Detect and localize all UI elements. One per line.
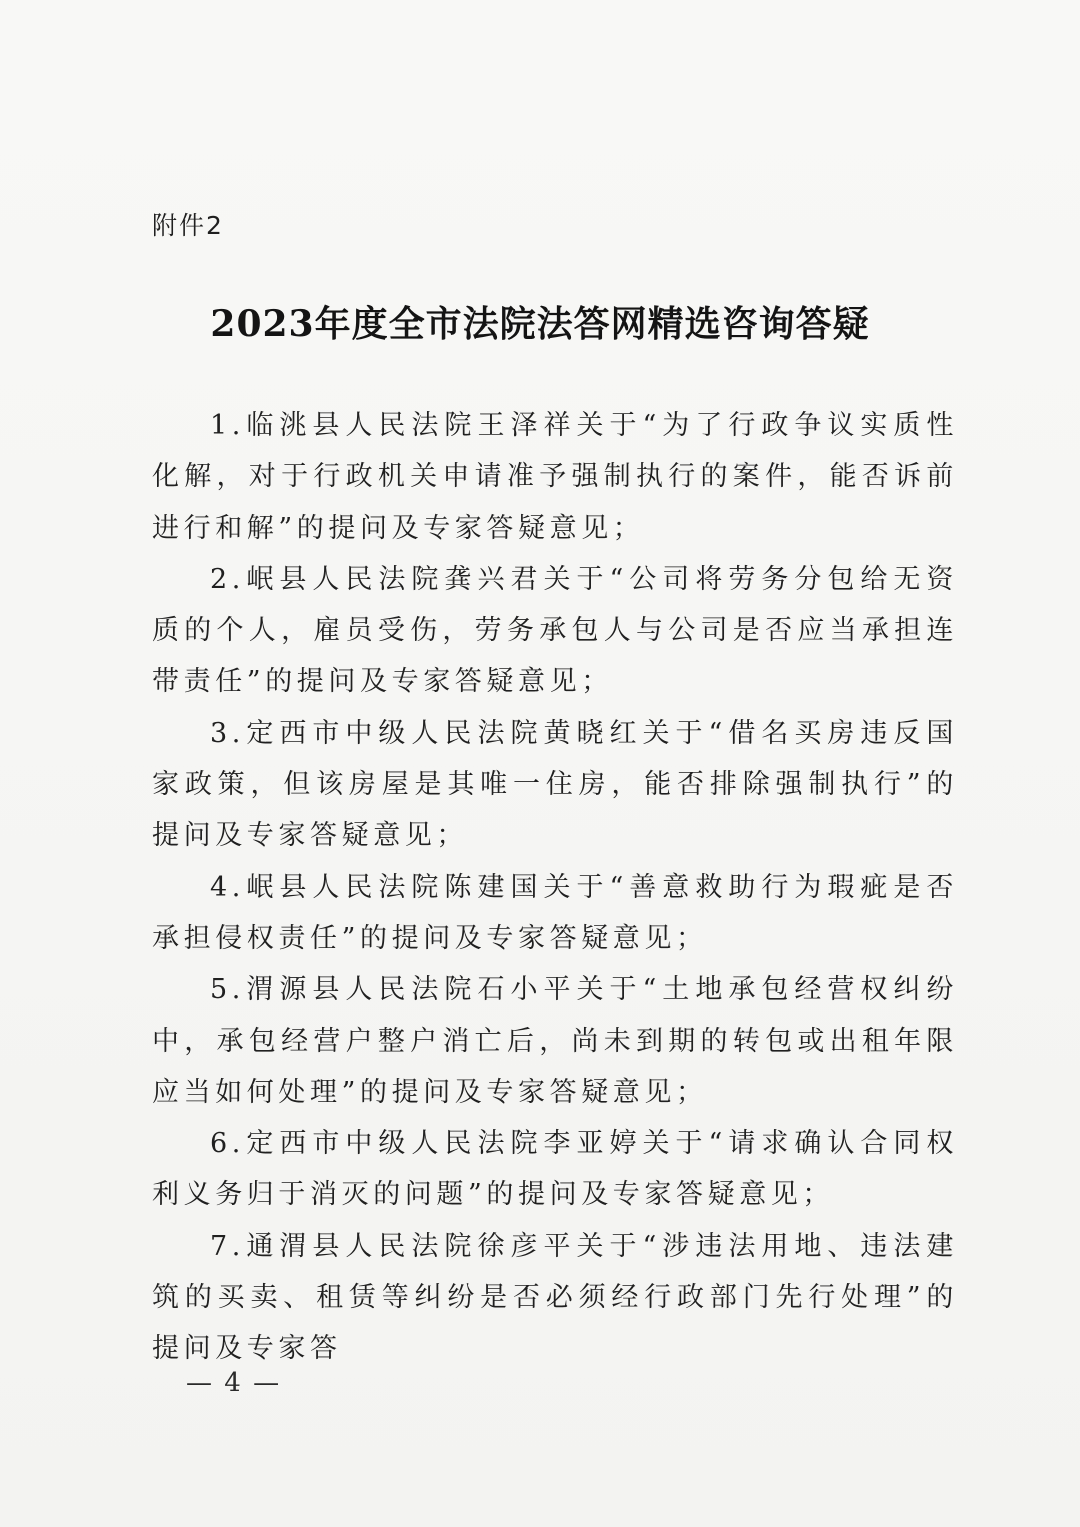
document-body — [152, 400, 958, 1375]
list-item: 3.定西市中级人民法院黄晓红关于“借名买房违反国家政策，但该房屋是其唯一住房，能否排除强制执行”的提问及专家答疑意见； — [152, 717, 958, 852]
list-item: 2.岷县人民法院龚兴君关于“公司将劳务分包给无资质的个人，雇员受伤，劳务承包人与公司是否应当承担连带责任”的提问及专家答疑意见； — [152, 563, 958, 698]
list-item: 7.通渭县人民法院徐彦平关于“涉违法用地、违法建筑的买卖、租赁等纠纷是否必须经行政部门先行处理”的提问及专家答 — [152, 1230, 958, 1365]
document-title: 2023年度全市法院法答网精选咨询答疑 — [210, 303, 870, 345]
list-item: 1.临洮县人民法院王泽祥关于“为了行政争议实质性化解，对于行政机关申请准予强制执行的案件，能否诉前进行和解”的提问及专家答疑意见； — [152, 410, 958, 544]
list-item: 4.岷县人民法院陈建国关于“善意救助行为瑕疵是否承担侵权责任”的提问及专家答疑意见； — [152, 871, 958, 954]
attachment-label: 附件2 — [152, 211, 224, 240]
list-item: 5.渭源县人民法院石小平关于“土地承包经营权纠纷中，承包经营户整户消亡后，尚未到期的转包或出租年限应当如何处理”的提问及专家答疑意见； — [152, 974, 958, 1108]
list-item: 6.定西市中级人民法院李亚婷关于“请求确认合同权利义务归于消灭的问题”的提问及专家答疑意见； — [152, 1128, 958, 1211]
page-number: — 4 — — [186, 1368, 282, 1398]
